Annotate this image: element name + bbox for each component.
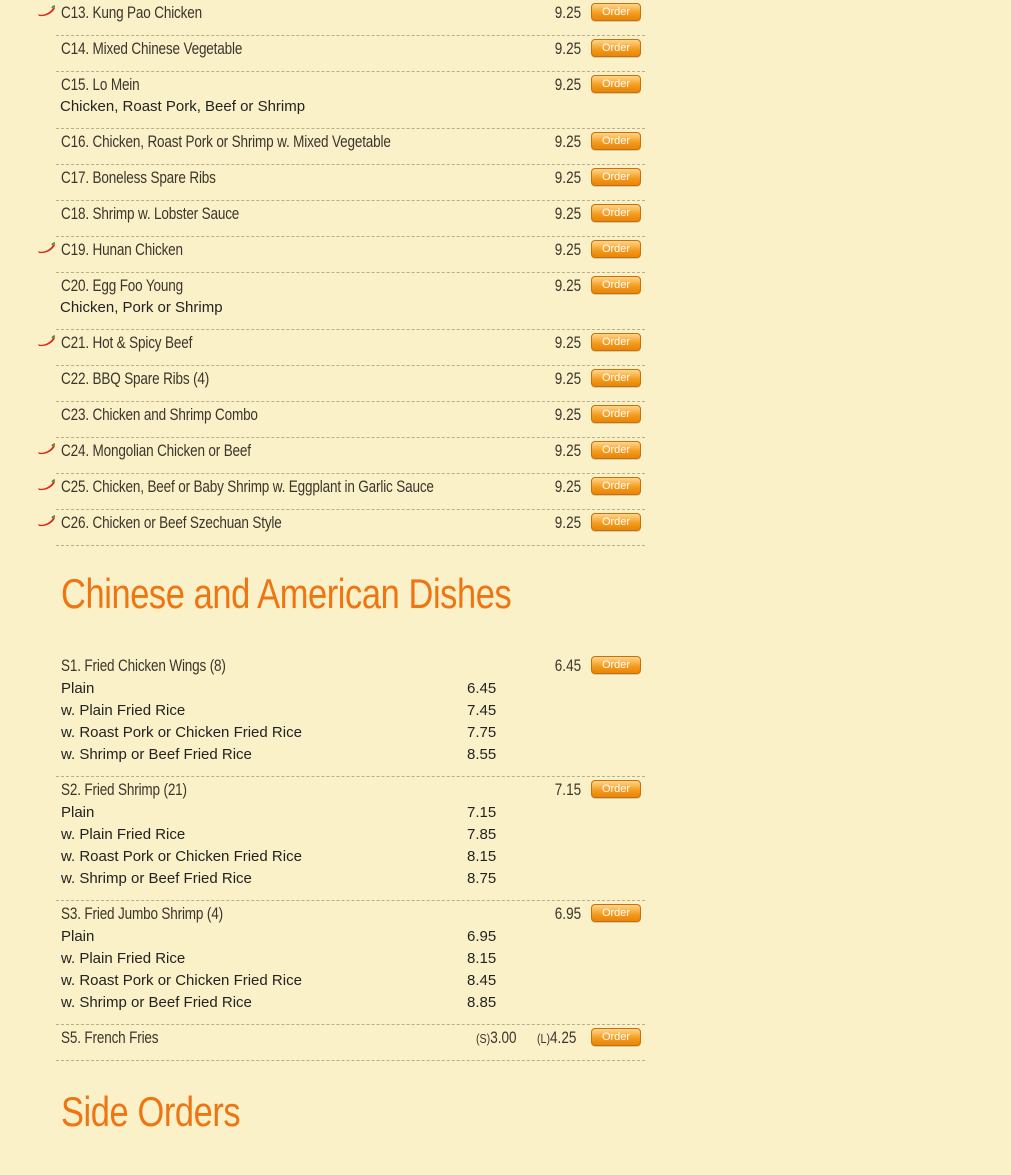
option-row <box>61 950 511 972</box>
menu-item-name: C23. Chicken and Shrimp Combo <box>61 406 258 424</box>
size-label-large: (L) <box>537 1031 551 1046</box>
menu-item <box>56 653 645 777</box>
menu-item-price: 9.25 <box>554 205 581 223</box>
option-row <box>61 870 511 892</box>
order-button[interactable]: Order <box>591 780 641 798</box>
section-title-chinese-american: Chinese and American Dishes <box>61 570 512 617</box>
order-button[interactable]: Order <box>591 477 641 495</box>
option-price: 8.75 <box>467 870 497 887</box>
menu-item-price: 7.15 <box>554 781 581 799</box>
menu-item-name: S2. Fried Shrimp (21) <box>61 781 187 799</box>
order-button[interactable]: Order <box>591 369 641 387</box>
option-label: w. Roast Pork or Chicken Fried Rice <box>61 724 302 741</box>
option-row <box>61 826 511 848</box>
option-list <box>61 928 511 1016</box>
menu-list-american <box>56 653 645 1061</box>
menu-item-name: S1. Fried Chicken Wings (8) <box>61 657 226 675</box>
order-button[interactable]: Order <box>591 132 641 150</box>
menu-item-description: Chicken, Roast Pork, Beef or Shrimp <box>60 98 306 115</box>
option-label: w. Roast Pork or Chicken Fried Rice <box>61 848 302 865</box>
chili-pepper-icon <box>36 479 56 491</box>
order-button[interactable]: Order <box>591 1028 641 1046</box>
order-button[interactable]: Order <box>591 405 641 423</box>
order-button[interactable]: Order <box>591 904 641 922</box>
order-button[interactable]: Order <box>591 240 641 258</box>
menu-item-price: 6.45 <box>554 657 581 675</box>
menu-item-name: C17. Boneless Spare Ribs <box>61 169 216 187</box>
option-label: w. Plain Fried Rice <box>61 950 186 967</box>
menu-item-price: 9.25 <box>554 277 581 295</box>
menu-item <box>56 901 645 1025</box>
menu-item-name: C19. Hunan Chicken <box>61 241 183 259</box>
chili-pepper-icon <box>36 242 56 254</box>
section-title-side-orders: Side Orders <box>61 1088 241 1135</box>
menu-item-price: 6.95 <box>554 905 581 923</box>
large-price <box>537 1029 576 1048</box>
menu-item <box>56 201 645 237</box>
option-row <box>61 804 511 826</box>
order-button[interactable]: Order <box>591 656 641 674</box>
menu-item-french-fries <box>56 1025 645 1061</box>
order-button[interactable]: Order <box>591 276 641 294</box>
menu-item <box>56 330 645 366</box>
menu-item-name: C26. Chicken or Beef Szechuan Style <box>61 514 282 532</box>
large-price-value: 4.25 <box>550 1029 577 1047</box>
option-price: 7.15 <box>467 804 497 821</box>
menu-item-name: C22. BBQ Spare Ribs (4) <box>61 370 210 388</box>
order-button[interactable]: Order <box>591 333 641 351</box>
menu-item <box>56 510 645 546</box>
menu-item <box>56 777 645 901</box>
option-row <box>61 994 511 1016</box>
menu-item <box>56 72 645 129</box>
option-label: Plain <box>61 804 95 821</box>
menu-item <box>56 237 645 273</box>
option-label: w. Plain Fried Rice <box>61 702 186 719</box>
order-button[interactable]: Order <box>591 39 641 57</box>
option-list <box>61 804 511 892</box>
option-price: 6.95 <box>467 928 497 945</box>
menu-item-name: C21. Hot & Spicy Beef <box>61 334 193 352</box>
menu-item-name: C24. Mongolian Chicken or Beef <box>61 442 251 460</box>
menu-item-name: C16. Chicken, Roast Pork or Shrimp w. Mixed Vegetable <box>61 133 391 151</box>
option-price: 7.85 <box>467 826 497 843</box>
option-label: w. Shrimp or Beef Fried Rice <box>61 870 252 887</box>
menu-item-name: C13. Kung Pao Chicken <box>61 4 202 22</box>
menu-item <box>56 0 645 36</box>
option-label: w. Shrimp or Beef Fried Rice <box>61 746 252 763</box>
menu-item-price: 9.25 <box>554 406 581 424</box>
menu-item <box>56 402 645 438</box>
order-button[interactable]: Order <box>591 3 641 21</box>
option-row <box>61 972 511 994</box>
menu-item-price: 9.25 <box>554 370 581 388</box>
small-price-value: 3.00 <box>490 1029 517 1047</box>
menu-item <box>56 36 645 72</box>
menu-item-price: 9.25 <box>554 241 581 259</box>
option-price: 8.85 <box>467 994 497 1011</box>
menu-item <box>56 129 645 165</box>
option-label: w. Roast Pork or Chicken Fried Rice <box>61 972 302 989</box>
option-list <box>61 680 511 768</box>
option-price: 8.55 <box>467 746 497 763</box>
option-row <box>61 928 511 950</box>
menu-item-price: 9.25 <box>554 334 581 352</box>
option-label: w. Plain Fried Rice <box>61 826 186 843</box>
menu-list <box>56 0 645 546</box>
menu-item-price: 9.25 <box>554 514 581 532</box>
option-price: 6.45 <box>467 680 497 697</box>
option-label: Plain <box>61 928 95 945</box>
option-price: 8.45 <box>467 972 497 989</box>
menu-item-name: C20. Egg Foo Young <box>61 277 183 295</box>
option-label: Plain <box>61 680 95 697</box>
menu-item-name: C14. Mixed Chinese Vegetable <box>61 40 243 58</box>
option-row <box>61 680 511 702</box>
menu-item-price: 9.25 <box>554 169 581 187</box>
menu-item <box>56 366 645 402</box>
order-button[interactable]: Order <box>591 441 641 459</box>
menu-item-price: 9.25 <box>554 4 581 22</box>
menu-item <box>56 273 645 330</box>
chili-pepper-icon <box>36 515 56 527</box>
chili-pepper-icon <box>36 335 56 347</box>
chili-pepper-icon <box>36 443 56 455</box>
menu-item <box>56 165 645 201</box>
option-row <box>61 702 511 724</box>
small-price <box>476 1029 517 1048</box>
menu-item-price: 9.25 <box>554 76 581 94</box>
order-button[interactable]: Order <box>591 513 641 531</box>
chili-pepper-icon <box>36 5 56 17</box>
order-button[interactable]: Order <box>591 168 641 186</box>
menu-item-price: 9.25 <box>554 478 581 496</box>
menu-item-name: S3. Fried Jumbo Shrimp (4) <box>61 905 223 923</box>
menu-item-price: 9.25 <box>554 133 581 151</box>
menu-item-name: C15. Lo Mein <box>61 76 140 94</box>
option-label: w. Shrimp or Beef Fried Rice <box>61 994 252 1011</box>
option-price: 8.15 <box>467 848 497 865</box>
menu-item <box>56 438 645 474</box>
menu-item-price: 9.25 <box>554 442 581 460</box>
option-row <box>61 848 511 870</box>
option-row <box>61 724 511 746</box>
menu-item-name: C25. Chicken, Beef or Baby Shrimp w. Eggplant in Garlic Sauce <box>61 478 434 496</box>
order-button[interactable]: Order <box>591 204 641 222</box>
menu-item-price: 9.25 <box>554 40 581 58</box>
size-label-small: (S) <box>476 1031 491 1046</box>
menu-item <box>56 474 645 510</box>
menu-item-name: S5. French Fries <box>61 1029 159 1047</box>
order-button[interactable]: Order <box>591 75 641 93</box>
menu-item-name: C18. Shrimp w. Lobster Sauce <box>61 205 240 223</box>
option-price: 8.15 <box>467 950 497 967</box>
option-price: 7.45 <box>467 702 497 719</box>
menu-item-description: Chicken, Pork or Shrimp <box>60 299 223 316</box>
option-row <box>61 746 511 768</box>
option-price: 7.75 <box>467 724 497 741</box>
